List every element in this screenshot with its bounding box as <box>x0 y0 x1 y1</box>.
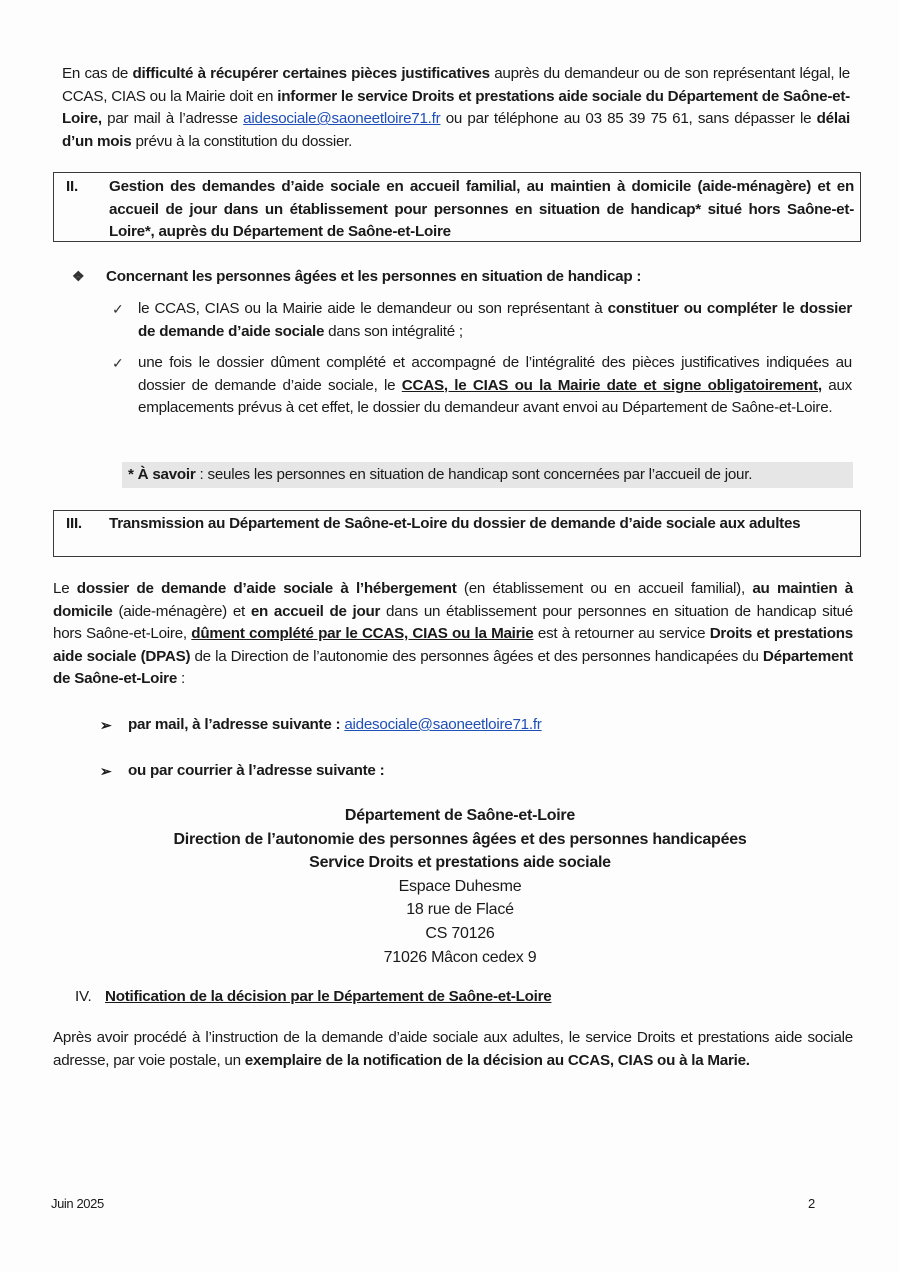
postal-address: Département de Saône-et-Loire Direction de l’autonomie des personnes âgées et des personnes handicapées Service Droits et prestations aide sociale Espace Duhesme 18 rue de Flacé CS 70126 71026 Mâcon cedex 9 <box>173 807 747 966</box>
section-2-heading <box>53 172 861 242</box>
section-3-paragraph: Le dossier de demande d’aide sociale à l’hébergement (en établissement ou en accueil familial), au maintien à domicile (aide-ménagère) et en accueil de jour dans un établissement pour personnes en situation de handicap situé hors Saône-et-Loire, dûment complété par le CCAS, CIAS ou la Mairie est à retourner au service Droits et prestations aide sociale (DPAS) de la Direction de l’autonomie des personnes âgées et des personnes handicapées du Département de Saône-et-Loire : <box>53 580 853 688</box>
arrow-item-post: ➢ ou par courrier à l’adresse suivante : <box>100 760 384 783</box>
page-number: 2 <box>808 1196 816 1211</box>
checkmark-icon: ✓ <box>112 301 124 317</box>
section-title: Transmission au Département de Saône-et-Loire du dossier de demande d’aide sociale aux adultes <box>109 515 801 532</box>
note-highlight: * À savoir : seules les personnes en situation de handicap sont concernées par l’accueil de jour. <box>122 462 853 488</box>
section-title: Notification de la décision par le Département de Saône-et-Loire <box>105 988 552 1005</box>
bullet-heading: ❖ Concernant les personnes âgées et les personnes en situation de handicap : <box>72 265 852 289</box>
section-number: III. <box>66 515 82 532</box>
email-link[interactable]: aidesociale@saoneetloire71.fr <box>243 110 441 128</box>
intro-paragraph: En cas de difficulté à récupérer certaines pièces justificatives auprès du demandeur ou de son représentant légal, le CCAS, CIAS ou la Mairie doit en informer le service Droits et prestations aide sociale du Département de Saône-et-Loire, par mail à l’adresse aidesociale@saoneetloire71.fr ou par téléphone au 03 85 39 75 61, sans dépasser le délai d’un mois prévu à la constitution du dossier. <box>62 65 850 150</box>
checklist-item: ✓ une fois le dossier dûment complété et accompagné de l’intégralité des pièces justificatives indiquées au dossier de demande d’aide sociale, le CCAS, le CIAS ou la Mairie date et signe obligatoirement, aux emplacements prévus à cet effet, le dossier du demandeur avant envoi au Département de Saône-et-Loire. <box>112 352 852 420</box>
section-3-heading <box>53 510 861 557</box>
arrow-bullet-icon: ➢ <box>100 763 112 779</box>
email-link[interactable]: aidesociale@saoneetloire71.fr <box>344 716 542 733</box>
footer-date: Juin 2025 <box>51 1196 104 1211</box>
section-4-paragraph: Après avoir procédé à l’instruction de la demande d’aide sociale aux adultes, le service Droits et prestations aide sociale adresse, par voie postale, un exemplaire de la notification de la décision au CCAS, CIAS ou à la Marie. <box>53 1029 853 1069</box>
diamond-bullet-icon: ❖ <box>72 268 85 284</box>
checkmark-icon: ✓ <box>112 355 124 371</box>
section-title: Gestion des demandes d’aide sociale en accueil familial, au maintien à domicile (aide-ménagère) et en accueil de jour dans un établissement pour personnes en situation de handicap* situé hors Saône-et-Loire*, auprès du Département de Saône-et-Loire <box>109 178 854 241</box>
section-number: IV. <box>75 988 92 1005</box>
checklist-item: ✓ le CCAS, CIAS ou la Mairie aide le demandeur ou son représentant à constituer ou compléter le dossier de demande d’aide sociale dans son intégralité ; <box>112 298 852 343</box>
arrow-bullet-icon: ➢ <box>100 717 112 733</box>
arrow-item-mail: ➢ par mail, à l’adresse suivante : aidesociale@saoneetloire71.fr <box>100 714 542 737</box>
section-number: II. <box>66 178 78 195</box>
section-4-heading <box>75 986 775 1009</box>
